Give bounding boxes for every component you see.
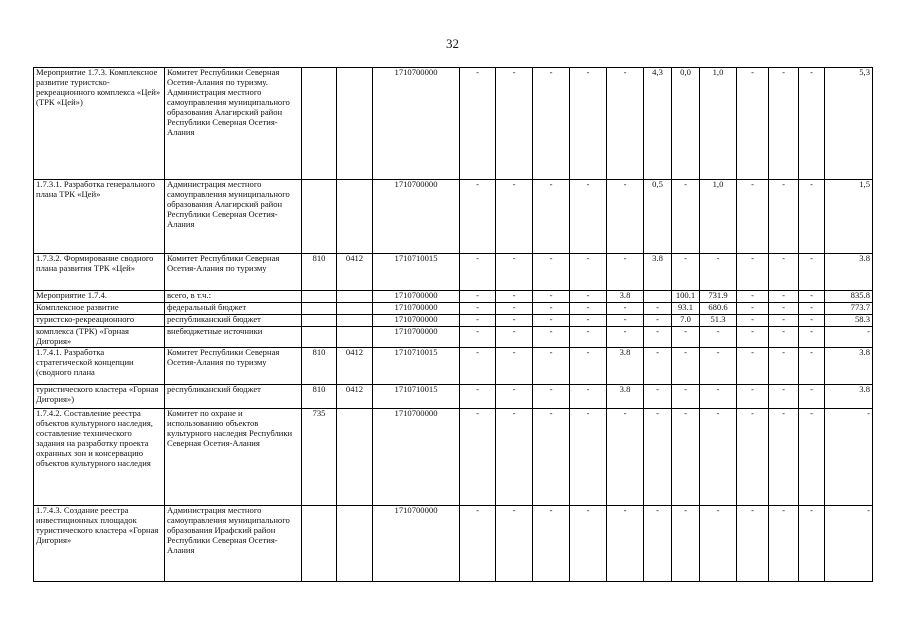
year-value-cell: -: [672, 180, 700, 254]
year-value-cell: -: [799, 327, 825, 348]
year-value-cell: -: [460, 254, 496, 291]
year-value-cell: -: [799, 68, 825, 180]
year-value-cell: -: [607, 408, 644, 505]
rzpr-cell: 0412: [337, 254, 373, 291]
year-value-cell: -: [496, 384, 533, 408]
total-cell: 3.8: [825, 384, 873, 408]
rzpr-cell: [337, 408, 373, 505]
year-value-cell: -: [496, 505, 533, 581]
year-value-cell: -: [533, 408, 570, 505]
executor-cell: республиканский бюджет: [165, 315, 302, 327]
year-value-cell: -: [769, 384, 799, 408]
year-value-cell: 3.8: [607, 384, 644, 408]
executor-cell: Комитет Республики Северная Осетия-Алания по туризму: [165, 347, 302, 384]
csr-cell: 1710700000: [373, 68, 460, 180]
year-value-cell: -: [533, 303, 570, 315]
year-value-cell: -: [737, 254, 769, 291]
year-value-cell: -: [570, 408, 607, 505]
year-value-cell: -: [607, 315, 644, 327]
table-row: [34, 68, 873, 180]
year-value-cell: -: [737, 327, 769, 348]
measure-name-cell: Мероприятие 1.7.3. Комплексное развитие туристско-рекреационного комплекса «Цей» (ТРК «Цей»): [34, 68, 165, 180]
year-value-cell: -: [496, 327, 533, 348]
year-value-cell: -: [700, 327, 737, 348]
year-value-cell: -: [799, 303, 825, 315]
grbs-cell: [302, 315, 337, 327]
year-value-cell: -: [700, 347, 737, 384]
year-value-cell: -: [769, 303, 799, 315]
year-value-cell: -: [533, 384, 570, 408]
year-value-cell: 731.9: [700, 291, 737, 303]
year-value-cell: -: [533, 347, 570, 384]
year-value-cell: 7.0: [672, 315, 700, 327]
year-value-cell: -: [570, 303, 607, 315]
year-value-cell: 100.1: [672, 291, 700, 303]
year-value-cell: -: [644, 347, 672, 384]
year-value-cell: -: [496, 408, 533, 505]
table-row: [34, 505, 873, 581]
executor-cell: Комитет Республики Северная Осетия-Алания по туризму. Администрация местного самоуправления муниципального образования Алагирский район Республики Северная Осетия-Алания: [165, 68, 302, 180]
year-value-cell: -: [496, 315, 533, 327]
rzpr-cell: [337, 327, 373, 348]
table-row: [34, 254, 873, 291]
year-value-cell: -: [533, 327, 570, 348]
year-value-cell: -: [769, 68, 799, 180]
rzpr-cell: [337, 68, 373, 180]
grbs-cell: [302, 291, 337, 303]
year-value-cell: -: [737, 408, 769, 505]
csr-cell: 1710700000: [373, 303, 460, 315]
year-value-cell: -: [644, 408, 672, 505]
total-cell: -: [825, 408, 873, 505]
year-value-cell: -: [769, 180, 799, 254]
grbs-cell: 810: [302, 384, 337, 408]
year-value-cell: -: [644, 505, 672, 581]
grbs-cell: [302, 180, 337, 254]
year-value-cell: -: [769, 315, 799, 327]
year-value-cell: -: [672, 254, 700, 291]
executor-cell: Комитет по охране и использованию объектов культурного наследия Республики Северная Осетия-Алания: [165, 408, 302, 505]
rzpr-cell: [337, 315, 373, 327]
year-value-cell: -: [737, 315, 769, 327]
grbs-cell: [302, 68, 337, 180]
year-value-cell: -: [769, 408, 799, 505]
year-value-cell: 4,3: [644, 68, 672, 180]
year-value-cell: -: [570, 505, 607, 581]
measure-name-cell: 1.7.4.1. Разработка стратегической концепции (сводного плана: [34, 347, 165, 384]
rzpr-cell: [337, 303, 373, 315]
year-value-cell: -: [799, 180, 825, 254]
grbs-cell: 810: [302, 254, 337, 291]
year-value-cell: -: [570, 347, 607, 384]
grbs-cell: [302, 327, 337, 348]
rzpr-cell: 0412: [337, 384, 373, 408]
table-row: [34, 384, 873, 408]
csr-cell: 1710710015: [373, 254, 460, 291]
year-value-cell: -: [644, 384, 672, 408]
total-cell: 3.8: [825, 347, 873, 384]
year-value-cell: -: [570, 291, 607, 303]
year-value-cell: [644, 291, 672, 303]
csr-cell: 1710700000: [373, 327, 460, 348]
year-value-cell: -: [700, 505, 737, 581]
year-value-cell: -: [460, 315, 496, 327]
year-value-cell: -: [533, 180, 570, 254]
year-value-cell: -: [460, 68, 496, 180]
year-value-cell: -: [533, 68, 570, 180]
year-value-cell: -: [533, 505, 570, 581]
rzpr-cell: [337, 291, 373, 303]
year-value-cell: -: [496, 180, 533, 254]
year-value-cell: 1,0: [700, 68, 737, 180]
executor-cell: Комитет Республики Северная Осетия-Алания по туризму: [165, 254, 302, 291]
year-value-cell: -: [533, 254, 570, 291]
year-value-cell: -: [700, 384, 737, 408]
grbs-cell: [302, 505, 337, 581]
measure-name-cell: туристического кластера «Горная Дигория»): [34, 384, 165, 408]
rzpr-cell: [337, 505, 373, 581]
total-cell: 835.8: [825, 291, 873, 303]
measure-name-cell: 1.7.3.1. Разработка генерального плана ТРК «Цей»: [34, 180, 165, 254]
year-value-cell: -: [769, 254, 799, 291]
measure-name-cell: 1.7.3.2. Формирование сводного плана развития ТРК «Цей»: [34, 254, 165, 291]
grbs-cell: [302, 303, 337, 315]
grbs-cell: 735: [302, 408, 337, 505]
year-value-cell: -: [799, 347, 825, 384]
year-value-cell: -: [460, 505, 496, 581]
year-value-cell: -: [460, 291, 496, 303]
year-value-cell: -: [496, 347, 533, 384]
executor-cell: федеральный бюджет: [165, 303, 302, 315]
year-value-cell: -: [769, 327, 799, 348]
year-value-cell: -: [607, 327, 644, 348]
total-cell: 1,5: [825, 180, 873, 254]
table-row: [34, 291, 873, 303]
table-row: [34, 327, 873, 348]
year-value-cell: -: [533, 291, 570, 303]
total-cell: 773.7: [825, 303, 873, 315]
year-value-cell: 3.8: [607, 291, 644, 303]
year-value-cell: -: [496, 254, 533, 291]
year-value-cell: -: [737, 347, 769, 384]
year-value-cell: -: [533, 315, 570, 327]
year-value-cell: 1,0: [700, 180, 737, 254]
year-value-cell: -: [607, 505, 644, 581]
csr-cell: 1710700000: [373, 315, 460, 327]
rzpr-cell: 0412: [337, 347, 373, 384]
year-value-cell: 3.8: [607, 347, 644, 384]
year-value-cell: -: [460, 327, 496, 348]
year-value-cell: -: [607, 303, 644, 315]
year-value-cell: -: [460, 303, 496, 315]
year-value-cell: -: [769, 505, 799, 581]
year-value-cell: 680.6: [700, 303, 737, 315]
year-value-cell: -: [737, 384, 769, 408]
year-value-cell: 93.1: [672, 303, 700, 315]
total-cell: 5,3: [825, 68, 873, 180]
year-value-cell: 0,0: [672, 68, 700, 180]
year-value-cell: -: [496, 291, 533, 303]
csr-cell: 1710700000: [373, 180, 460, 254]
year-value-cell: -: [799, 315, 825, 327]
total-cell: -: [825, 505, 873, 581]
year-value-cell: -: [496, 303, 533, 315]
year-value-cell: -: [607, 254, 644, 291]
year-value-cell: -: [799, 254, 825, 291]
csr-cell: 1710700000: [373, 505, 460, 581]
year-value-cell: -: [672, 384, 700, 408]
year-value-cell: -: [737, 291, 769, 303]
year-value-cell: -: [570, 180, 607, 254]
year-value-cell: 0,5: [644, 180, 672, 254]
year-value-cell: -: [672, 505, 700, 581]
year-value-cell: -: [737, 505, 769, 581]
total-cell: 58.3: [825, 315, 873, 327]
table-row: [34, 408, 873, 505]
measure-name-cell: 1.7.4.2. Составление реестра объектов культурного наследия, составление технического задания на разработку проекта охранных зон и консервацию объектов культурного наследия: [34, 408, 165, 505]
year-value-cell: -: [769, 347, 799, 384]
year-value-cell: -: [570, 68, 607, 180]
year-value-cell: -: [799, 408, 825, 505]
page-number: 32: [446, 36, 459, 51]
table-row: [34, 347, 873, 384]
rzpr-cell: [337, 180, 373, 254]
year-value-cell: -: [769, 291, 799, 303]
year-value-cell: -: [672, 347, 700, 384]
grbs-cell: 810: [302, 347, 337, 384]
executor-cell: всего, в т.ч.:: [165, 291, 302, 303]
year-value-cell: -: [644, 327, 672, 348]
year-value-cell: -: [672, 327, 700, 348]
csr-cell: 1710700000: [373, 408, 460, 505]
table-row: [34, 315, 873, 327]
measure-name-cell: комплекса (ТРК) «Горная Дигория»: [34, 327, 165, 348]
executor-cell: республиканский бюджет: [165, 384, 302, 408]
executor-cell: Администрация местного самоуправления муниципального образования Алагирский район Республики Северная Осетия-Алания: [165, 180, 302, 254]
measure-name-cell: туристско-рекреационного: [34, 315, 165, 327]
measure-name-cell: 1.7.4.3. Создание реестра инвестиционных площадок туристического кластера «Горная Дигория»: [34, 505, 165, 581]
year-value-cell: -: [570, 254, 607, 291]
table-row: [34, 180, 873, 254]
year-value-cell: -: [799, 291, 825, 303]
total-cell: 3.8: [825, 254, 873, 291]
budget-table: [33, 67, 873, 582]
year-value-cell: -: [570, 384, 607, 408]
year-value-cell: -: [460, 408, 496, 505]
year-value-cell: 3.8: [644, 254, 672, 291]
year-value-cell: -: [737, 68, 769, 180]
year-value-cell: -: [737, 303, 769, 315]
year-value-cell: -: [607, 68, 644, 180]
measure-name-cell: Мероприятие 1.7.4.: [34, 291, 165, 303]
year-value-cell: -: [799, 505, 825, 581]
year-value-cell: -: [460, 384, 496, 408]
executor-cell: Администрация местного самоуправления муниципального образования Ирафский район Республики Северная Осетия-Алания: [165, 505, 302, 581]
measure-name-cell: Комплексное развитие: [34, 303, 165, 315]
year-value-cell: -: [460, 180, 496, 254]
year-value-cell: -: [607, 180, 644, 254]
executor-cell: внебюджетные источники: [165, 327, 302, 348]
year-value-cell: 51.3: [700, 315, 737, 327]
year-value-cell: -: [737, 180, 769, 254]
year-value-cell: -: [460, 347, 496, 384]
year-value-cell: -: [570, 327, 607, 348]
year-value-cell: -: [700, 408, 737, 505]
year-value-cell: -: [496, 68, 533, 180]
total-cell: -: [825, 327, 873, 348]
year-value-cell: -: [570, 315, 607, 327]
csr-cell: 1710710015: [373, 384, 460, 408]
csr-cell: 1710700000: [373, 291, 460, 303]
year-value-cell: -: [672, 408, 700, 505]
year-value-cell: -: [700, 254, 737, 291]
table-row: [34, 303, 873, 315]
csr-cell: 1710710015: [373, 347, 460, 384]
year-value-cell: -: [644, 315, 672, 327]
year-value-cell: -: [644, 303, 672, 315]
year-value-cell: -: [799, 384, 825, 408]
